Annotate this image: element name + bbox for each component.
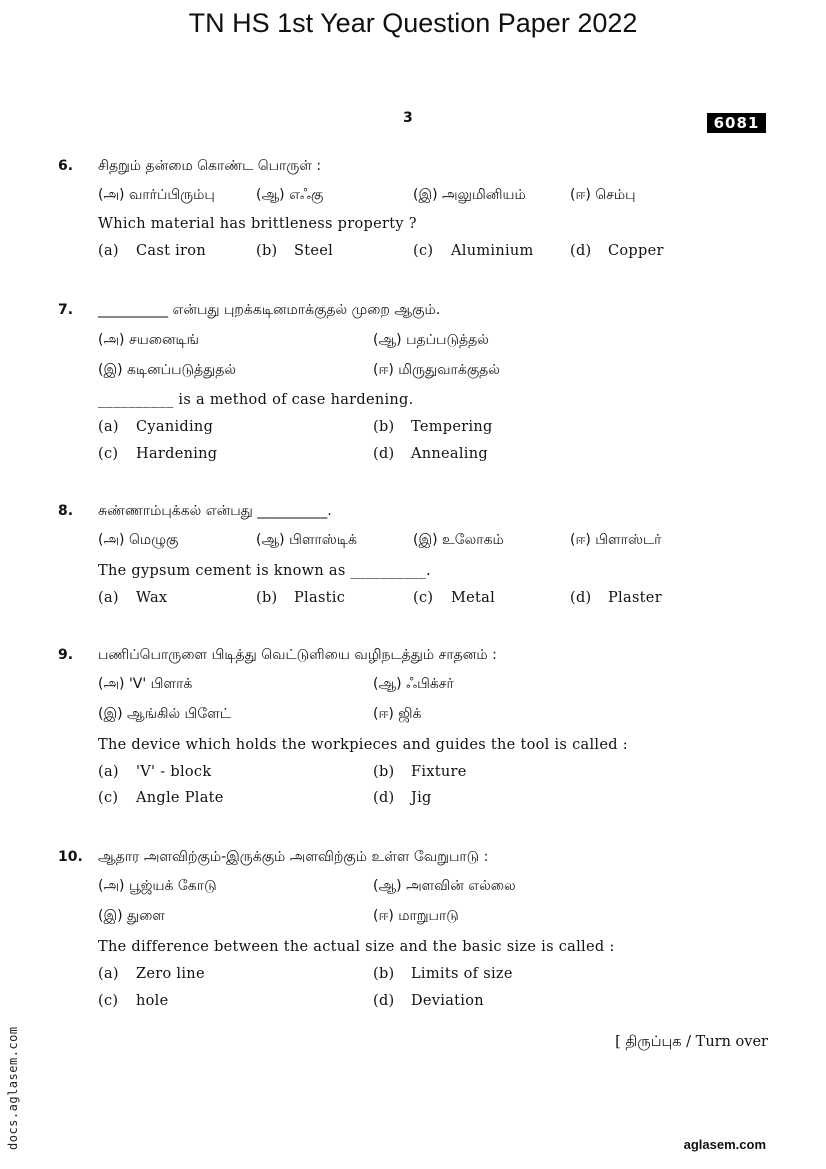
english-options-row-2 bbox=[98, 993, 778, 1013]
tamil-options bbox=[98, 187, 778, 207]
watermark: docs.aglasem.com bbox=[6, 1026, 20, 1150]
question-number: 10. bbox=[58, 849, 83, 865]
question-number: 7. bbox=[58, 302, 74, 318]
option-b-tamil: (ஆ) அளவின் எல்லை bbox=[373, 878, 516, 894]
option-a: (a) Zero line bbox=[98, 966, 205, 982]
option-a: (a) Cast iron bbox=[98, 243, 206, 259]
option-c: (c) Metal bbox=[413, 590, 496, 606]
option-d: (d) Deviation bbox=[373, 993, 484, 1009]
option-c: (c) hole bbox=[98, 993, 169, 1009]
option-c-tamil: (இ) துளை bbox=[98, 908, 166, 924]
tamil-options-row-1 bbox=[98, 332, 778, 352]
option-d: (d) Jig bbox=[373, 790, 432, 806]
site-name: aglasem.com bbox=[683, 1137, 766, 1152]
option-b: (b) Limits of size bbox=[373, 966, 513, 982]
option-b-tamil: (ஆ) பிளாஸ்டிக் bbox=[256, 532, 357, 548]
option-a-tamil: (அ) சயனைடிங் bbox=[98, 332, 199, 348]
tamil-options-row-2 bbox=[98, 706, 778, 726]
option-b: (b) Tempering bbox=[373, 419, 493, 435]
english-options-row-1 bbox=[98, 764, 778, 784]
tamil-options-row-2 bbox=[98, 362, 778, 382]
paper-code-badge: 6081 bbox=[707, 113, 766, 133]
option-a: (a) 'V' - block bbox=[98, 764, 212, 780]
english-options-row-1 bbox=[98, 966, 778, 986]
option-d-tamil: (ஈ) பிளாஸ்டர் bbox=[570, 532, 662, 548]
option-b-tamil: (ஆ) பதப்படுத்தல் bbox=[373, 332, 489, 348]
option-d-tamil: (ஈ) ஜிக் bbox=[373, 706, 422, 722]
tamil-options-row-1 bbox=[98, 676, 778, 696]
english-options bbox=[98, 590, 778, 610]
question-number: 9. bbox=[58, 647, 74, 663]
english-question: The difference between the actual size and the basic size is called : bbox=[98, 939, 615, 955]
option-c-tamil: (இ) அலுமினியம் bbox=[413, 187, 526, 203]
tamil-options-row-1 bbox=[98, 878, 778, 898]
english-options-row-2 bbox=[98, 790, 778, 810]
option-c-tamil: (இ) ஆங்கில் பிளேட் bbox=[98, 706, 231, 722]
option-a: (a) Cyaniding bbox=[98, 419, 214, 435]
option-b: (b) Plastic bbox=[256, 590, 346, 606]
tamil-options-row-2 bbox=[98, 908, 778, 928]
option-d: (d) Plaster bbox=[570, 590, 662, 606]
option-b: (b) Steel bbox=[256, 243, 334, 259]
option-c-tamil: (இ) உலோகம் bbox=[413, 532, 504, 548]
option-b-tamil: (ஆ) எஃகு bbox=[256, 187, 324, 203]
tamil-options bbox=[98, 532, 778, 552]
tamil-question: சுண்ணாம்புக்கல் என்பது __________. bbox=[98, 503, 332, 519]
tamil-question: பணிப்பொருளை பிடித்து வெட்டுளியை வழிநடத்தும் சாதனம் : bbox=[98, 647, 497, 663]
option-a-tamil: (அ) மெழுகு bbox=[98, 532, 179, 548]
english-question: __________ is a method of case hardening. bbox=[98, 392, 414, 408]
option-a: (a) Wax bbox=[98, 590, 168, 606]
option-a-tamil: (அ) 'V' பிளாக் bbox=[98, 676, 193, 692]
option-a-tamil: (அ) பூஜ்யக் கோடு bbox=[98, 878, 217, 894]
option-d-tamil: (ஈ) மிருதுவாக்குதல் bbox=[373, 362, 500, 378]
tamil-question: __________ என்பது புறக்கடினமாக்குதல் முறை ஆகும். bbox=[98, 302, 441, 318]
option-d: (d) Annealing bbox=[373, 446, 488, 462]
option-c: (c) Aluminium bbox=[413, 243, 534, 259]
english-options-row-2 bbox=[98, 446, 778, 466]
question-number: 8. bbox=[58, 503, 74, 519]
english-options bbox=[98, 243, 778, 263]
tamil-question: சிதறும் தன்மை கொண்ட பொருள் : bbox=[98, 158, 322, 174]
english-question: Which material has brittleness property ? bbox=[98, 216, 417, 232]
page-title: TN HS 1st Year Question Paper 2022 bbox=[188, 8, 638, 38]
option-d-tamil: (ஈ) மாறுபாடு bbox=[373, 908, 459, 924]
tamil-question: ஆதார அளவிற்கும்-இருக்கும் அளவிற்கும் உள்ள வேறுபாடு : bbox=[98, 849, 489, 865]
english-question: The gypsum cement is known as __________. bbox=[98, 563, 431, 579]
english-options-row-1 bbox=[98, 419, 778, 439]
turn-over-note: [ திருப்புக / Turn over bbox=[615, 1034, 768, 1050]
option-c: (c) Angle Plate bbox=[98, 790, 224, 806]
option-a-tamil: (அ) வார்ப்பிரும்பு bbox=[98, 187, 215, 203]
option-d: (d) Copper bbox=[570, 243, 664, 259]
question-number: 6. bbox=[58, 158, 74, 174]
option-c: (c) Hardening bbox=[98, 446, 218, 462]
page-number: 3 bbox=[403, 110, 413, 126]
option-b-tamil: (ஆ) ஃபிக்சர் bbox=[373, 676, 454, 692]
option-b: (b) Fixture bbox=[373, 764, 467, 780]
option-d-tamil: (ஈ) செம்பு bbox=[570, 187, 636, 203]
option-c-tamil: (இ) கடினப்படுத்துதல் bbox=[98, 362, 237, 378]
english-question: The device which holds the workpieces and guides the tool is called : bbox=[98, 737, 628, 753]
